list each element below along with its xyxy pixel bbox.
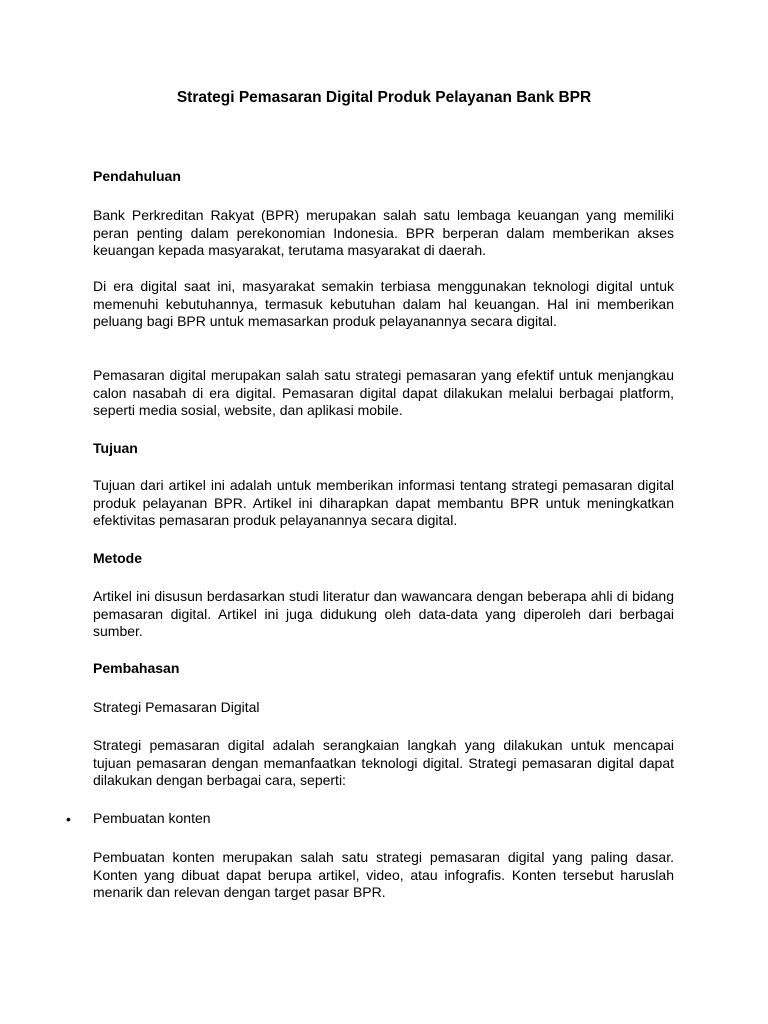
paragraph-pembuatan-konten: Pembuatan konten merupakan salah satu strategi pemasaran digital yang paling dasar. Konten yang dibuat dapat berupa artikel, video, atau infografis. Konten tersebut haruslah menarik dan relevan dengan target pasar BPR.	[93, 849, 674, 901]
paragraph-pendahuluan-3: Pemasaran digital merupakan salah satu strategi pemasaran yang efektif untuk menjangkau calon nasabah di era digital. Pemasaran digital dapat dilakukan melalui berbagai platform, seperti media sosial, website, dan aplikasi mobile.	[93, 367, 674, 419]
heading-pendahuluan: Pendahuluan	[93, 168, 181, 184]
subheading-strategi-pemasaran-digital: Strategi Pemasaran Digital	[93, 699, 260, 715]
heading-tujuan: Tujuan	[93, 440, 138, 456]
heading-metode: Metode	[93, 550, 142, 566]
paragraph-tujuan-1: Tujuan dari artikel ini adalah untuk memberikan informasi tentang strategi pemasaran digital produk pelayanan BPR. Artikel ini diharapkan dapat membantu BPR untuk meningkatkan efektivitas pemasaran produk pelayanannya secara digital.	[93, 477, 674, 529]
bullet-item-pembuatan-konten: Pembuatan konten	[93, 810, 211, 826]
paragraph-pendahuluan-2: Di era digital saat ini, masyarakat semakin terbiasa menggunakan teknologi digital untuk memenuhi kebutuhannya, termasuk kebutuhan dalam hal keuangan. Hal ini memberikan peluang bagi BPR untuk memasarkan produk pelayanannya secara digital.	[93, 278, 674, 330]
paragraph-metode-1: Artikel ini disusun berdasarkan studi literatur dan wawancara dengan beberapa ahli di bidang pemasaran digital. Artikel ini juga didukung oleh data-data yang diperoleh dari berbagai sumber.	[93, 588, 674, 640]
paragraph-pembahasan-1: Strategi pemasaran digital adalah serangkaian langkah yang dilakukan untuk mencapai tujuan pemasaran dengan memanfaatkan teknologi digital. Strategi pemasaran digital dapat dilakukan dengan berbagai cara, seperti:	[93, 737, 674, 789]
document-title: Strategi Pemasaran Digital Produk Pelayanan Bank BPR	[176, 89, 592, 106]
heading-pembahasan: Pembahasan	[93, 660, 180, 676]
paragraph-pendahuluan-1: Bank Perkreditan Rakyat (BPR) merupakan salah satu lembaga keuangan yang memiliki peran penting dalam perekonomian Indonesia. BPR berperan dalam memberikan akses keuangan kepada masyarakat, terutama masyarakat di daerah.	[93, 207, 674, 259]
bullet-marker: •	[66, 811, 71, 827]
